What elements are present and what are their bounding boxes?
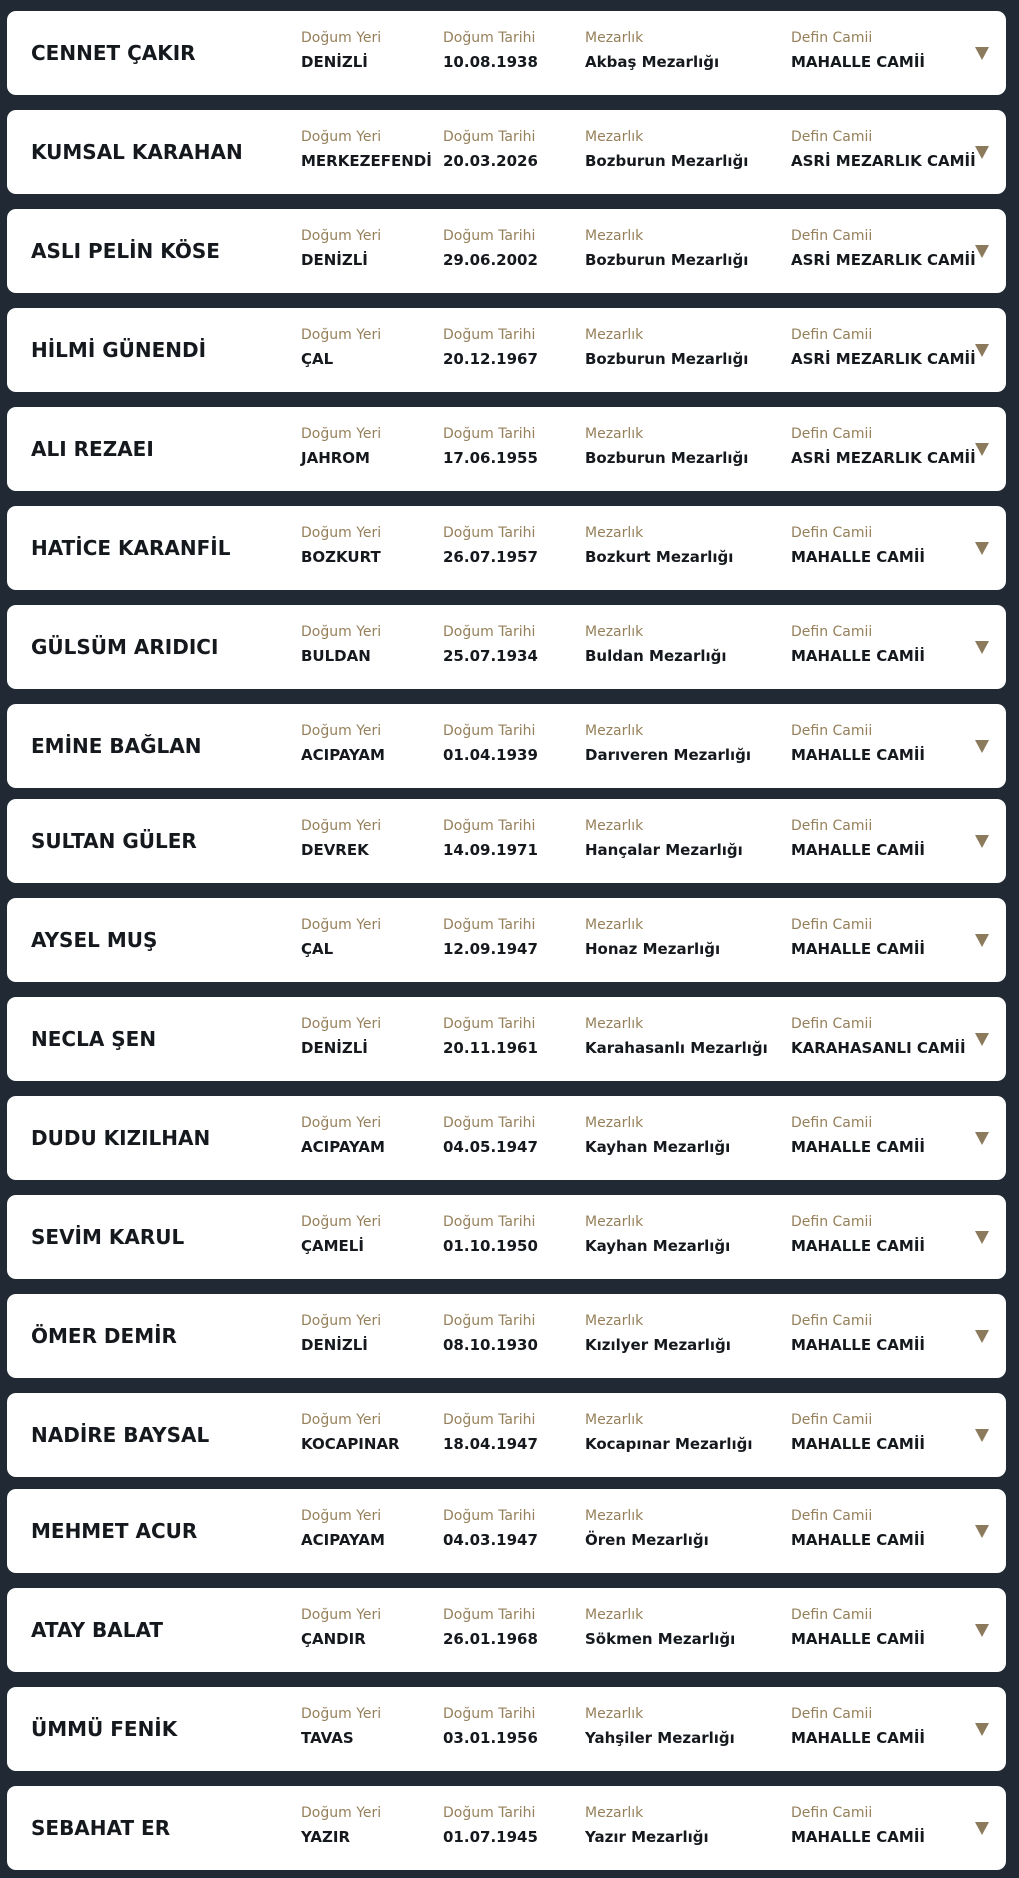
birthplace-value: BULDAN	[301, 647, 371, 665]
mosque-label: Defin Camii	[791, 1313, 873, 1329]
chevron-down-icon[interactable]	[975, 245, 989, 258]
mosque-label: Defin Camii	[791, 624, 873, 640]
burial-record-card[interactable]	[7, 407, 1006, 491]
birthdate-label: Doğum Tarihi	[443, 1214, 536, 1230]
cemetery-value: Kızılyer Mezarlığı	[585, 1336, 731, 1354]
birthdate-value: 04.05.1947	[443, 1138, 538, 1156]
cemetery-value: Akbaş Mezarlığı	[585, 53, 720, 71]
birthplace-label: Doğum Yeri	[301, 624, 382, 640]
burial-record-card[interactable]	[7, 1786, 1006, 1870]
mosque-label: Defin Camii	[791, 1607, 873, 1623]
mosque-field	[791, 129, 976, 170]
chevron-down-icon[interactable]	[975, 443, 989, 456]
chevron-down-icon[interactable]	[975, 934, 989, 947]
birthplace-value: ÇAMELİ	[301, 1237, 364, 1255]
burial-record-card[interactable]	[7, 997, 1006, 1081]
birthdate-field	[443, 917, 538, 958]
mosque-field	[791, 1016, 966, 1057]
cemetery-label: Mezarlık	[585, 327, 644, 343]
deceased-name: MEHMET ACUR	[31, 1519, 198, 1543]
birthdate-value: 01.10.1950	[443, 1237, 538, 1255]
cemetery-field	[585, 1115, 730, 1156]
deceased-name: AYSEL MUŞ	[31, 928, 158, 952]
birthdate-value: 29.06.2002	[443, 251, 538, 269]
birthdate-value: 20.11.1961	[443, 1039, 538, 1057]
mosque-field	[791, 1706, 925, 1747]
mosque-field	[791, 525, 925, 566]
cemetery-value: Hançalar Mezarlığı	[585, 841, 743, 859]
burial-record-card[interactable]	[7, 605, 1006, 689]
birthdate-value: 25.07.1934	[443, 647, 538, 665]
cemetery-field	[585, 1313, 731, 1354]
birthdate-label: Doğum Tarihi	[443, 917, 536, 933]
mosque-label: Defin Camii	[791, 327, 873, 343]
birthdate-value: 26.01.1968	[443, 1630, 538, 1648]
deceased-name: ÜMMÜ FENİK	[31, 1717, 178, 1741]
mosque-field	[791, 1805, 925, 1846]
cemetery-value: Bozburun Mezarlığı	[585, 449, 749, 467]
cemetery-value: Bozburun Mezarlığı	[585, 152, 749, 170]
cemetery-field	[585, 1412, 753, 1453]
cemetery-field	[585, 624, 727, 665]
mosque-value: KARAHASANLI CAMİİ	[791, 1039, 966, 1057]
birthdate-label: Doğum Tarihi	[443, 1115, 536, 1131]
cemetery-value: Yahşiler Mezarlığı	[585, 1729, 735, 1747]
chevron-down-icon[interactable]	[975, 1429, 989, 1442]
cemetery-field	[585, 1706, 735, 1747]
birthplace-label: Doğum Yeri	[301, 1214, 382, 1230]
birthdate-value: 20.03.2026	[443, 152, 538, 170]
birthdate-field	[443, 228, 538, 269]
mosque-field	[791, 426, 976, 467]
chevron-down-icon[interactable]	[975, 1525, 989, 1538]
mosque-label: Defin Camii	[791, 917, 873, 933]
mosque-value: MAHALLE CAMİİ	[791, 1729, 925, 1747]
birthplace-value: ACIPAYAM	[301, 1138, 385, 1156]
cemetery-label: Mezarlık	[585, 1214, 644, 1230]
mosque-label: Defin Camii	[791, 1115, 873, 1131]
birthplace-value: DENİZLİ	[301, 251, 368, 269]
birthplace-field	[301, 1412, 400, 1453]
birthdate-field	[443, 818, 538, 859]
cemetery-label: Mezarlık	[585, 30, 644, 46]
deceased-name: CENNET ÇAKIR	[31, 41, 196, 65]
birthdate-field	[443, 426, 538, 467]
birthdate-label: Doğum Tarihi	[443, 1508, 536, 1524]
mosque-label: Defin Camii	[791, 1412, 873, 1428]
mosque-label: Defin Camii	[791, 525, 873, 541]
mosque-value: MAHALLE CAMİİ	[791, 746, 925, 764]
birthplace-field	[301, 525, 381, 566]
birthplace-label: Doğum Yeri	[301, 228, 382, 244]
mosque-label: Defin Camii	[791, 1016, 873, 1032]
birthplace-value: ÇAL	[301, 350, 334, 368]
birthdate-value: 18.04.1947	[443, 1435, 538, 1453]
mosque-value: ASRİ MEZARLIK CAMİİ	[791, 152, 976, 170]
birthdate-field	[443, 327, 538, 368]
cemetery-label: Mezarlık	[585, 1313, 644, 1329]
birthplace-value: TAVAS	[301, 1729, 354, 1747]
birthdate-value: 20.12.1967	[443, 350, 538, 368]
cemetery-value: Bozburun Mezarlığı	[585, 350, 749, 368]
burial-record-card[interactable]	[7, 110, 1006, 194]
mosque-value: MAHALLE CAMİİ	[791, 1531, 925, 1549]
chevron-down-icon[interactable]	[975, 835, 989, 848]
birthplace-field	[301, 1214, 381, 1255]
cemetery-label: Mezarlık	[585, 1412, 644, 1428]
burial-record-card[interactable]	[7, 1294, 1006, 1378]
mosque-field	[791, 1313, 925, 1354]
birthplace-value: ACIPAYAM	[301, 1531, 385, 1549]
deceased-name: ATAY BALAT	[31, 1618, 164, 1642]
burial-record-card[interactable]	[7, 799, 1006, 883]
birthplace-value: DENİZLİ	[301, 1039, 368, 1057]
burial-record-card[interactable]	[7, 898, 1006, 982]
mosque-field	[791, 624, 925, 665]
birthdate-value: 01.07.1945	[443, 1828, 538, 1846]
birthdate-field	[443, 1412, 538, 1453]
birthplace-label: Doğum Yeri	[301, 327, 382, 343]
birthplace-label: Doğum Yeri	[301, 1115, 382, 1131]
birthdate-value: 04.03.1947	[443, 1531, 538, 1549]
burial-record-card[interactable]	[7, 1687, 1006, 1771]
cemetery-label: Mezarlık	[585, 228, 644, 244]
mosque-field	[791, 818, 925, 859]
birthplace-field	[301, 818, 381, 859]
chevron-down-icon[interactable]	[975, 146, 989, 159]
birthdate-label: Doğum Tarihi	[443, 723, 536, 739]
birthplace-value: ÇAL	[301, 940, 334, 958]
cemetery-field	[585, 1016, 768, 1057]
mosque-field	[791, 228, 976, 269]
birthplace-label: Doğum Yeri	[301, 1412, 382, 1428]
cemetery-label: Mezarlık	[585, 818, 644, 834]
birthdate-value: 03.01.1956	[443, 1729, 538, 1747]
birthplace-value: DEVREK	[301, 841, 369, 859]
birthdate-value: 12.09.1947	[443, 940, 538, 958]
birthplace-field	[301, 624, 381, 665]
cemetery-field	[585, 228, 748, 269]
cemetery-label: Mezarlık	[585, 917, 644, 933]
cemetery-label: Mezarlık	[585, 624, 644, 640]
mosque-label: Defin Camii	[791, 723, 873, 739]
deceased-name: ASLI PELİN KÖSE	[31, 239, 220, 263]
cemetery-field	[585, 30, 719, 71]
birthplace-value: JAHROM	[301, 449, 370, 467]
birthplace-field	[301, 1115, 385, 1156]
cemetery-field	[585, 723, 751, 764]
mosque-field	[791, 723, 925, 764]
mosque-value: ASRİ MEZARLIK CAMİİ	[791, 449, 976, 467]
birthdate-label: Doğum Tarihi	[443, 1706, 536, 1722]
chevron-down-icon[interactable]	[975, 1132, 989, 1145]
mosque-field	[791, 327, 976, 368]
birthplace-field	[301, 228, 381, 269]
cemetery-label: Mezarlık	[585, 1016, 644, 1032]
cemetery-label: Mezarlık	[585, 426, 644, 442]
mosque-label: Defin Camii	[791, 818, 873, 834]
birthplace-field	[301, 1706, 381, 1747]
cemetery-value: Kayhan Mezarlığı	[585, 1237, 731, 1255]
deceased-name: GÜLSÜM ARIDICI	[31, 635, 219, 659]
mosque-field	[791, 917, 925, 958]
mosque-label: Defin Camii	[791, 228, 873, 244]
cemetery-field	[585, 1508, 709, 1549]
birthplace-label: Doğum Yeri	[301, 1313, 382, 1329]
cemetery-value: Kayhan Mezarlığı	[585, 1138, 731, 1156]
mosque-value: MAHALLE CAMİİ	[791, 548, 925, 566]
cemetery-label: Mezarlık	[585, 1706, 644, 1722]
birthdate-field	[443, 1016, 538, 1057]
birthplace-value: ACIPAYAM	[301, 746, 385, 764]
chevron-down-icon[interactable]	[975, 1822, 989, 1835]
chevron-down-icon[interactable]	[975, 1330, 989, 1343]
birthplace-field	[301, 129, 432, 170]
cemetery-value: Bozkurt Mezarlığı	[585, 548, 734, 566]
birthdate-field	[443, 129, 538, 170]
birthplace-field	[301, 1805, 381, 1846]
birthdate-field	[443, 1706, 538, 1747]
cemetery-value: Kocapınar Mezarlığı	[585, 1435, 753, 1453]
birthdate-value: 14.09.1971	[443, 841, 538, 859]
birthdate-field	[443, 1313, 538, 1354]
cemetery-value: Yazır Mezarlığı	[585, 1828, 709, 1846]
cemetery-value: Bozburun Mezarlığı	[585, 251, 749, 269]
birthplace-label: Doğum Yeri	[301, 818, 382, 834]
chevron-down-icon[interactable]	[975, 1624, 989, 1637]
birthplace-label: Doğum Yeri	[301, 1016, 382, 1032]
chevron-down-icon[interactable]	[975, 542, 989, 555]
chevron-down-icon[interactable]	[975, 740, 989, 753]
birthdate-value: 26.07.1957	[443, 548, 538, 566]
cemetery-field	[585, 525, 733, 566]
cemetery-field	[585, 1607, 735, 1648]
burial-record-card[interactable]	[7, 11, 1006, 95]
burial-record-card[interactable]	[7, 704, 1006, 788]
deceased-name: SEVİM KARUL	[31, 1225, 185, 1249]
mosque-field	[791, 1214, 925, 1255]
chevron-down-icon[interactable]	[975, 1231, 989, 1244]
birthplace-label: Doğum Yeri	[301, 426, 382, 442]
mosque-label: Defin Camii	[791, 30, 873, 46]
chevron-down-icon[interactable]	[975, 344, 989, 357]
cemetery-value: Ören Mezarlığı	[585, 1531, 709, 1549]
mosque-value: MAHALLE CAMİİ	[791, 1828, 925, 1846]
burial-record-card[interactable]	[7, 1393, 1006, 1477]
cemetery-value: Honaz Mezarlığı	[585, 940, 721, 958]
mosque-value: MAHALLE CAMİİ	[791, 1237, 925, 1255]
cemetery-field	[585, 426, 748, 467]
mosque-field	[791, 1607, 925, 1648]
cemetery-field	[585, 129, 748, 170]
birthplace-field	[301, 1313, 381, 1354]
birthplace-field	[301, 723, 385, 764]
mosque-value: MAHALLE CAMİİ	[791, 1138, 925, 1156]
mosque-label: Defin Camii	[791, 426, 873, 442]
birthdate-field	[443, 624, 538, 665]
birthplace-value: ÇANDIR	[301, 1630, 366, 1648]
birthdate-field	[443, 1805, 538, 1846]
burial-record-card[interactable]	[7, 1195, 1006, 1279]
birthdate-label: Doğum Tarihi	[443, 327, 536, 343]
mosque-field	[791, 30, 925, 71]
burial-record-card[interactable]	[7, 1096, 1006, 1180]
mosque-value: MAHALLE CAMİİ	[791, 841, 925, 859]
cemetery-label: Mezarlık	[585, 1508, 644, 1524]
cemetery-field	[585, 1805, 709, 1846]
birthdate-label: Doğum Tarihi	[443, 1412, 536, 1428]
mosque-label: Defin Camii	[791, 1214, 873, 1230]
birthplace-label: Doğum Yeri	[301, 1607, 382, 1623]
cemetery-label: Mezarlık	[585, 1607, 644, 1623]
birthplace-value: MERKEZEFENDİ	[301, 152, 432, 170]
birthdate-label: Doğum Tarihi	[443, 426, 536, 442]
birthplace-label: Doğum Yeri	[301, 723, 382, 739]
birthdate-field	[443, 723, 538, 764]
cemetery-value: Darıveren Mezarlığı	[585, 746, 752, 764]
birthdate-field	[443, 30, 538, 71]
mosque-label: Defin Camii	[791, 1805, 873, 1821]
deceased-name: KUMSAL KARAHAN	[31, 140, 243, 164]
cemetery-label: Mezarlık	[585, 1805, 644, 1821]
mosque-value: ASRİ MEZARLIK CAMİİ	[791, 251, 976, 269]
mosque-value: ASRİ MEZARLIK CAMİİ	[791, 350, 976, 368]
birthplace-label: Doğum Yeri	[301, 917, 382, 933]
cemetery-label: Mezarlık	[585, 1115, 644, 1131]
birthplace-label: Doğum Yeri	[301, 129, 382, 145]
birthdate-label: Doğum Tarihi	[443, 1016, 536, 1032]
deceased-name: HATİCE KARANFİL	[31, 536, 231, 560]
chevron-down-icon[interactable]	[975, 47, 989, 60]
birthdate-label: Doğum Tarihi	[443, 30, 536, 46]
birthdate-field	[443, 1115, 538, 1156]
birthdate-value: 10.08.1938	[443, 53, 538, 71]
burial-record-card[interactable]	[7, 1588, 1006, 1672]
birthplace-field	[301, 1508, 385, 1549]
birthplace-label: Doğum Yeri	[301, 525, 382, 541]
mosque-value: MAHALLE CAMİİ	[791, 1336, 925, 1354]
birthdate-label: Doğum Tarihi	[443, 525, 536, 541]
birthdate-label: Doğum Tarihi	[443, 1313, 536, 1329]
birthplace-value: YAZIR	[301, 1828, 351, 1846]
birthplace-field	[301, 917, 381, 958]
cemetery-label: Mezarlık	[585, 129, 644, 145]
chevron-down-icon[interactable]	[975, 641, 989, 654]
birthplace-value: KOCAPINAR	[301, 1435, 400, 1453]
deceased-name: NECLA ŞEN	[31, 1027, 157, 1051]
birthplace-label: Doğum Yeri	[301, 1508, 382, 1524]
birthplace-value: DENİZLİ	[301, 1336, 368, 1354]
birthdate-value: 08.10.1930	[443, 1336, 538, 1354]
mosque-label: Defin Camii	[791, 1706, 873, 1722]
mosque-value: MAHALLE CAMİİ	[791, 1630, 925, 1648]
burial-record-card[interactable]	[7, 308, 1006, 392]
birthdate-field	[443, 1214, 538, 1255]
mosque-value: MAHALLE CAMİİ	[791, 1435, 925, 1453]
birthplace-label: Doğum Yeri	[301, 1706, 382, 1722]
deceased-name: ALI REZAEI	[31, 437, 154, 461]
burial-record-card[interactable]	[7, 506, 1006, 590]
deceased-name: NADİRE BAYSAL	[31, 1423, 210, 1447]
birthdate-field	[443, 1508, 538, 1549]
birthplace-field	[301, 1016, 381, 1057]
cemetery-value: Sökmen Mezarlığı	[585, 1630, 736, 1648]
burial-record-card[interactable]	[7, 1489, 1006, 1573]
birthplace-value: BOZKURT	[301, 548, 381, 566]
birthplace-label: Doğum Yeri	[301, 30, 382, 46]
birthplace-field	[301, 30, 381, 71]
deceased-name: SULTAN GÜLER	[31, 829, 197, 853]
birthdate-label: Doğum Tarihi	[443, 228, 536, 244]
mosque-value: MAHALLE CAMİİ	[791, 647, 925, 665]
deceased-name: EMİNE BAĞLAN	[31, 734, 202, 758]
cemetery-value: Karahasanlı Mezarlığı	[585, 1039, 768, 1057]
birthplace-label: Doğum Yeri	[301, 1805, 382, 1821]
cemetery-field	[585, 1214, 730, 1255]
cemetery-field	[585, 917, 720, 958]
birthdate-value: 01.04.1939	[443, 746, 538, 764]
birthplace-field	[301, 426, 381, 467]
cemetery-value: Buldan Mezarlığı	[585, 647, 727, 665]
birthplace-value: DENİZLİ	[301, 53, 368, 71]
birthdate-label: Doğum Tarihi	[443, 818, 536, 834]
burial-record-card[interactable]	[7, 209, 1006, 293]
birthdate-label: Doğum Tarihi	[443, 1805, 536, 1821]
birthdate-label: Doğum Tarihi	[443, 129, 536, 145]
birthdate-field	[443, 1607, 538, 1648]
chevron-down-icon[interactable]	[975, 1723, 989, 1736]
cemetery-label: Mezarlık	[585, 723, 644, 739]
mosque-field	[791, 1508, 925, 1549]
deceased-name: HİLMİ GÜNENDİ	[31, 338, 207, 362]
mosque-field	[791, 1115, 925, 1156]
cemetery-field	[585, 327, 748, 368]
birthdate-label: Doğum Tarihi	[443, 1607, 536, 1623]
cemetery-field	[585, 818, 743, 859]
deceased-name: SEBAHAT ER	[31, 1816, 171, 1840]
birthdate-label: Doğum Tarihi	[443, 624, 536, 640]
mosque-label: Defin Camii	[791, 129, 873, 145]
cemetery-label: Mezarlık	[585, 525, 644, 541]
mosque-value: MAHALLE CAMİİ	[791, 53, 925, 71]
mosque-field	[791, 1412, 925, 1453]
deceased-name: DUDU KIZILHAN	[31, 1126, 211, 1150]
birthdate-value: 17.06.1955	[443, 449, 538, 467]
deceased-name: ÖMER DEMİR	[31, 1324, 177, 1348]
birthdate-field	[443, 525, 538, 566]
birthplace-field	[301, 1607, 381, 1648]
mosque-value: MAHALLE CAMİİ	[791, 940, 925, 958]
mosque-label: Defin Camii	[791, 1508, 873, 1524]
birthplace-field	[301, 327, 381, 368]
chevron-down-icon[interactable]	[975, 1033, 989, 1046]
